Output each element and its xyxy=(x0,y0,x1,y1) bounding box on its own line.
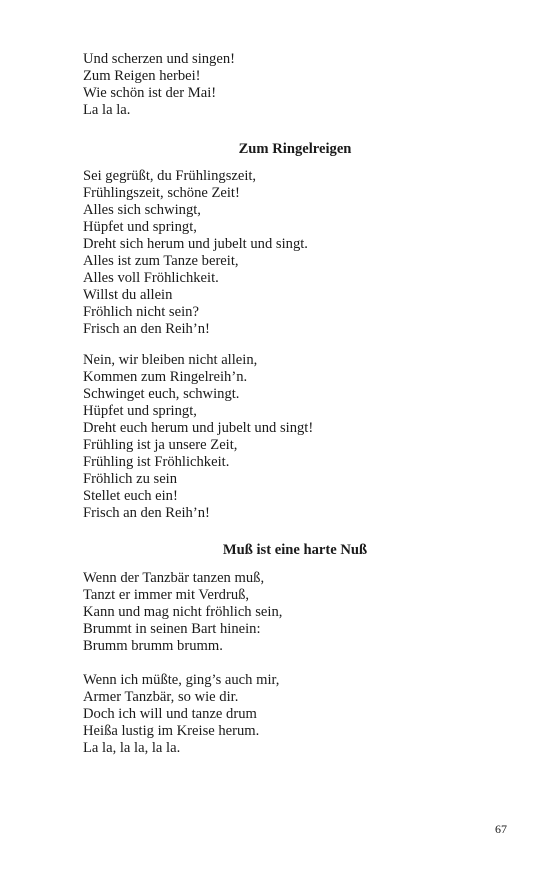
verse-line: Fröhlich zu sein xyxy=(83,471,178,487)
verse-line: Nein, wir bleiben nicht allein, xyxy=(83,352,258,368)
verse-line: Frühling ist Fröhlichkeit. xyxy=(83,454,230,470)
intro-stanza xyxy=(83,51,235,119)
verse-line: Tanzt er immer mit Verdruß, xyxy=(83,587,250,603)
verse-line: Alles voll Fröhlichkeit. xyxy=(83,270,219,286)
verse-line: Alles sich schwingt, xyxy=(83,202,201,218)
verse-line: Frisch an den Reih’n! xyxy=(83,321,210,337)
verse-line: Armer Tanzbär, so wie dir. xyxy=(83,689,239,705)
verse-line: Brummt in seinen Bart hinein: xyxy=(83,621,261,637)
verse-line: Dreht sich herum und jubelt und singt. xyxy=(83,236,308,252)
poem-title: Zum Ringelreigen xyxy=(238,141,352,157)
stanza xyxy=(83,570,282,655)
verse-line: Sei gegrüßt, du Frühlingszeit, xyxy=(83,168,257,184)
verse-line: Frühlingszeit, schöne Zeit! xyxy=(83,185,240,201)
verse-line: Heißa lustig im Kreise herum. xyxy=(83,723,260,739)
verse-line: Dreht euch herum und jubelt und singt! xyxy=(83,420,314,436)
verse-line: Hüpfet und springt, xyxy=(83,219,197,235)
verse-line: Alles ist zum Tanze bereit, xyxy=(83,253,239,269)
verse-line: Wenn ich müßte, ging’s auch mir, xyxy=(83,672,280,688)
verse-line: Frisch an den Reih’n! xyxy=(83,505,210,521)
verse-line: Schwinget euch, schwingt. xyxy=(83,386,240,402)
page-number: 67 xyxy=(495,822,507,836)
verse-line: Und scherzen und singen! xyxy=(83,51,235,67)
verse-line: Brumm brumm brumm. xyxy=(83,638,223,654)
stanza xyxy=(83,168,308,338)
verse-line: Willst du allein xyxy=(83,287,173,303)
stanza xyxy=(83,352,313,522)
verse-line: Hüpfet und springt, xyxy=(83,403,197,419)
verse-line: Wie schön ist der Mai! xyxy=(83,85,217,101)
verse-line: Fröhlich nicht sein? xyxy=(83,304,199,320)
verse-line: Doch ich will und tanze drum xyxy=(83,706,257,722)
verse-line: Frühling ist ja unsere Zeit, xyxy=(83,437,238,453)
verse-line: Wenn der Tanzbär tanzen muß, xyxy=(83,570,265,586)
verse-line: La la, la la, la la. xyxy=(83,740,181,756)
verse-line: Kommen zum Ringelreih’n. xyxy=(83,369,248,385)
verse-line: La la la. xyxy=(83,102,131,118)
verse-line: Stellet euch ein! xyxy=(83,488,178,504)
verse-line: Zum Reigen herbei! xyxy=(83,68,201,84)
verse-line: Kann und mag nicht fröhlich sein, xyxy=(83,604,283,620)
stanza xyxy=(83,672,279,757)
poem-title: Muß ist eine harte Nuß xyxy=(222,542,368,558)
